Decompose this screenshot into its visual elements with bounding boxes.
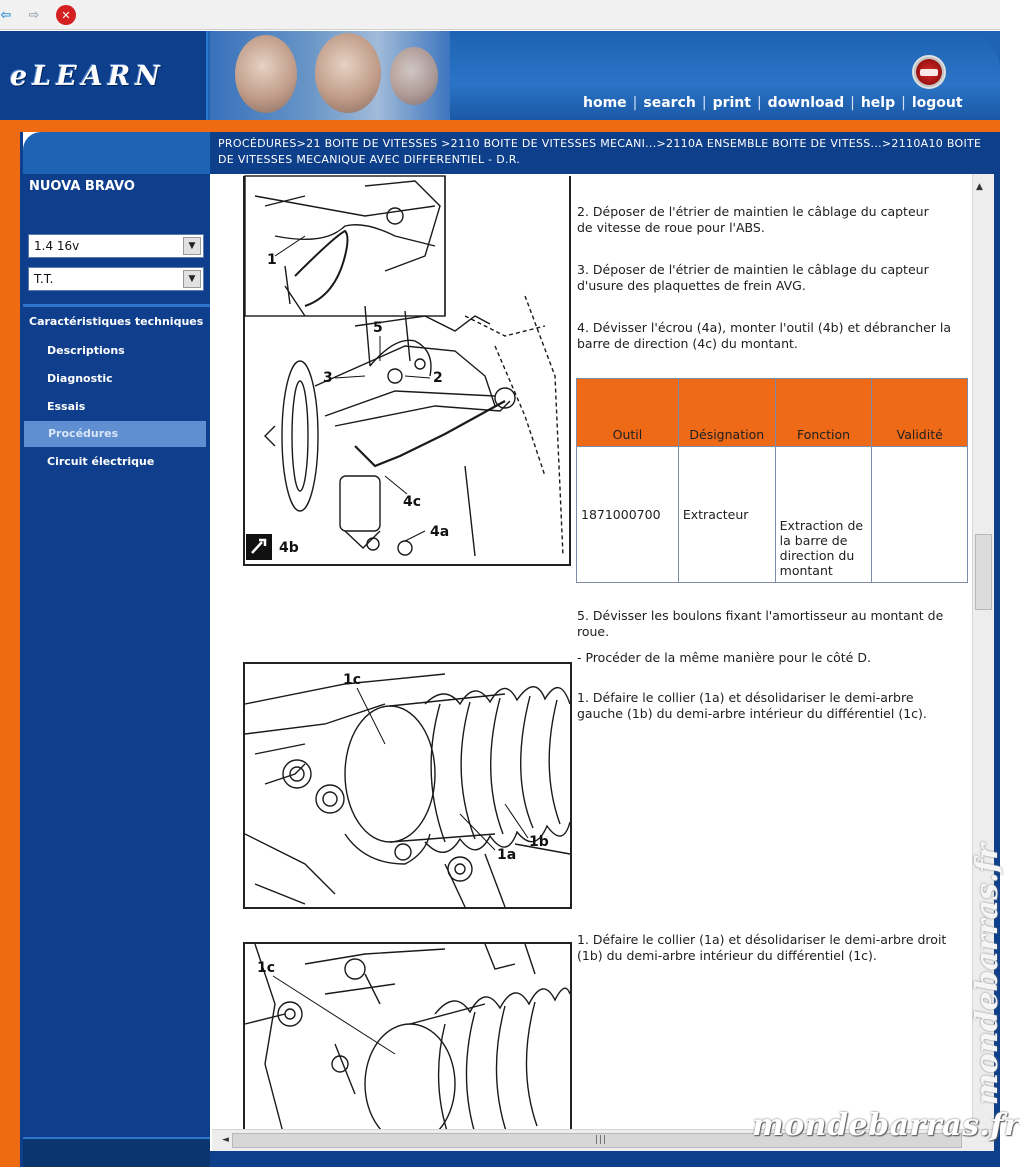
nav-separator: | [632,95,638,111]
step-1-left-text: 1. Défaire le collier (1a) et désolidariser le demi-arbre gauche (1b) du demi-arbre intérieur du différentiel (1c). [577,690,927,721]
nav-separator: | [850,95,855,111]
figure-label-1a: 1a [497,847,517,863]
driveshaft-right-diagram [245,944,570,1140]
model-title: NUOVA BRAVO [29,179,135,194]
breadcrumb-corner [23,132,210,174]
top-nav [583,95,963,111]
nav-home[interactable]: home [583,95,627,111]
scroll-left-icon[interactable]: ◄ [222,1135,229,1145]
table-cell-designation: Extracteur [678,447,775,583]
table-row [577,447,968,583]
left-orange-border [0,132,20,1167]
bottom-border [210,1151,1000,1167]
figure-label-1b: 1b [529,834,549,850]
browser-toolbar [0,0,1000,30]
header-photo [210,31,450,120]
variant-select-value: T.T. [34,272,54,286]
back-arrow-icon[interactable]: ⇦ [0,7,12,23]
table-cell-fonction: Extraction de la barre de direction du montant [775,447,872,583]
sidebar-item-descriptions[interactable]: Descriptions [47,344,125,357]
orange-divider [0,120,1000,132]
scrollbar-thumb[interactable] [975,534,992,610]
sidebar-divider [23,304,210,307]
sidebar-item-procedures[interactable]: Procédures [24,421,206,447]
stop-icon[interactable]: ✕ [56,5,76,25]
nav-help[interactable]: help [860,95,896,111]
sidebar-footer [23,1137,210,1167]
nav-separator: | [756,95,762,111]
nav-logout[interactable]: logout [911,95,963,111]
sidebar-item-diagnostic[interactable]: Diagnostic [47,372,113,385]
figure-driveshaft-right [243,942,572,1142]
sidebar-item-circuit-electrique[interactable]: Circuit électrique [47,455,155,468]
figure-driveshaft-left [243,662,572,909]
step-3-text: 3. Déposer de l'étrier de maintien le câblage du capteur d'usure des plaquettes de frein AVG. [577,262,929,293]
face-image [235,35,297,113]
same-procedure-note: - Procéder de la même manière pour le côté D. [577,650,871,665]
figure-label-4b: 4b [279,540,299,556]
table-cell-validite [872,447,968,583]
nav-search[interactable]: search [643,95,696,111]
figure-label-1: 1 [267,252,277,268]
dropdown-arrow-icon[interactable]: ▼ [183,270,201,288]
nav-separator: | [901,95,906,111]
nav-download[interactable]: download [767,95,845,111]
face-image [315,33,381,113]
sidebar-item-caracteristiques[interactable]: Caractéristiques techniques [29,315,204,328]
table-cell-outil: 1871000700 [577,447,679,583]
dropdown-arrow-icon[interactable]: ▼ [183,237,201,255]
step-4-text: 4. Dévisser l'écrou (4a), monter l'outil (4b) et débrancher la barre de direction (4c) du montant. [577,320,952,351]
face-image [390,47,438,105]
table-header-validite: Validité [872,379,968,447]
nav-print[interactable]: print [712,95,751,111]
driveshaft-left-diagram [245,664,570,907]
step-5-text: 5. Dévisser les boulons fixant l'amortisseur au montant de roue. [577,608,944,639]
watermark-vertical: mondebarras.fr [970,843,1005,1105]
brand-emblem-icon [912,55,946,89]
scroll-up-icon[interactable]: ▲ [976,182,983,192]
engine-select[interactable] [28,234,204,258]
tool-table [576,378,968,583]
scrollbar-grip-icon: ||| [595,1135,608,1145]
figure-label-5: 5 [373,320,383,336]
steering-diagram [245,176,569,562]
table-header-designation: Désignation [678,379,775,447]
variant-select[interactable] [28,267,204,291]
site-header [0,31,1000,120]
table-header-outil: Outil [577,379,679,447]
sidebar-item-essais[interactable]: Essais [47,400,86,413]
figure-label-4a: 4a [430,524,450,540]
main-content [212,174,972,1129]
sidebar-menu [23,314,210,469]
figure-label-4c: 4c [403,494,422,510]
engine-select-value: 1.4 16v [34,239,80,253]
sidebar [23,174,210,1167]
step-1-right-text: 1. Défaire le collier (1a) et désolidariser le demi-arbre droit (1b) du demi-arbre intérieur du différentiel (1c). [577,932,947,963]
elearn-logo-box [0,31,208,120]
figure-label-3: 3 [323,370,333,386]
figure-steering [243,176,571,566]
nav-separator: | [701,95,707,111]
breadcrumb[interactable]: PROCÉDURES>21 BOITE DE VITESSES >2110 BOITE DE VITESSES MECANI...>2110A ENSEMBLE BOITE DE VITESS...>2110A10 BOITE DE VITESSES MECANIQUE AVEC DIFFERENTIEL - D.R. [210,132,1000,174]
elearn-logo[interactable]: eLEARN [10,61,165,92]
figure-label-1c-right: 1c [257,960,276,976]
figure-label-1c: 1c [343,672,362,688]
figure-label-2: 2 [433,370,443,386]
watermark-bottom: mondebarras.fr [752,1108,1020,1143]
table-header-fonction: Fonction [775,379,872,447]
step-2-text: 2. Déposer de l'étrier de maintien le câblage du capteur de vitesse de roue pour l'ABS. [577,204,929,235]
forward-arrow-icon[interactable]: ⇨ [28,7,40,23]
